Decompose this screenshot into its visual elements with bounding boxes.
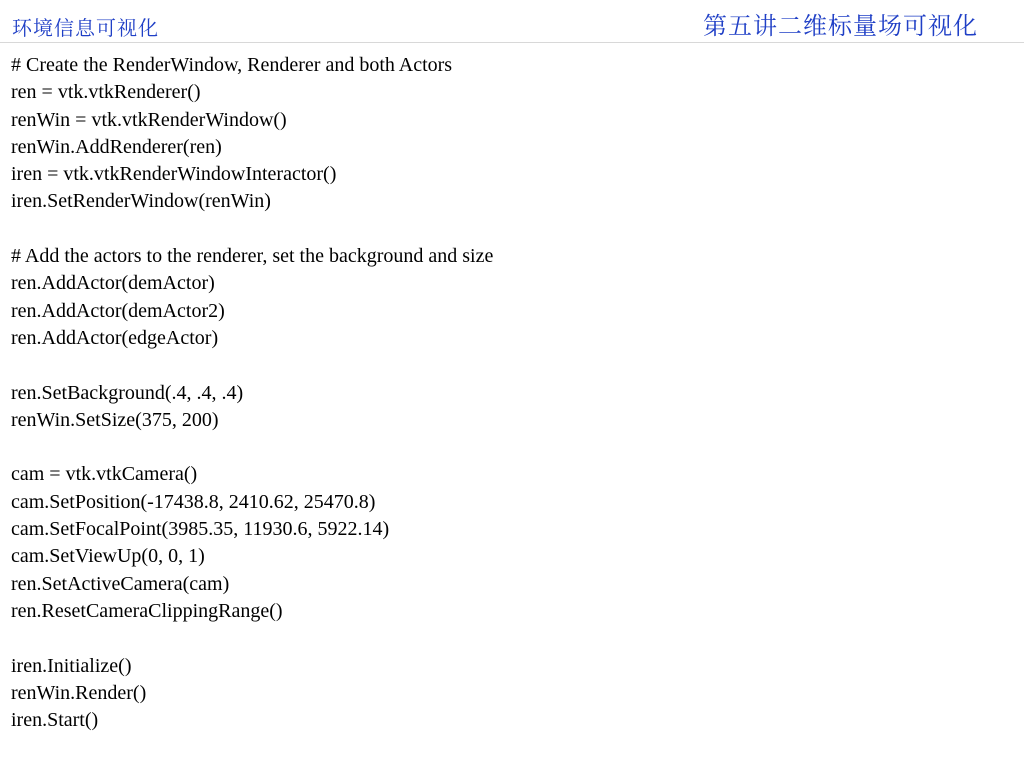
lecture-title: 第五讲二维标量场可视化 [703, 12, 978, 40]
code-line: renWin.Render() [11, 681, 147, 704]
code-line: iren = vtk.vtkRenderWindowInteractor() [11, 163, 337, 186]
code-line: renWin.SetSize(375, 200) [11, 408, 219, 431]
code-line: cam.SetViewUp(0, 0, 1) [11, 545, 205, 568]
code-line: renWin.AddRenderer(ren) [11, 135, 222, 158]
blank-line [11, 434, 493, 461]
code-line: # Add the actors to the renderer, set the background and size [11, 245, 494, 268]
code-line: ren.AddActor(demActor2) [11, 299, 225, 322]
code-line: iren.Initialize() [11, 654, 132, 677]
code-line: ren.AddActor(edgeActor) [11, 326, 219, 349]
code-listing [11, 52, 493, 734]
code-line: ren.AddActor(demActor) [11, 272, 215, 295]
header-divider [0, 42, 1024, 43]
code-line: ren.SetBackground(.4, .4, .4) [11, 381, 244, 404]
code-line: ren.SetActiveCamera(cam) [11, 572, 230, 595]
code-line: ren = vtk.vtkRenderer() [11, 81, 201, 104]
code-line: ren.ResetCameraClippingRange() [11, 599, 283, 622]
code-line: cam = vtk.vtkCamera() [11, 463, 198, 486]
blank-line [11, 352, 493, 379]
course-title: 环境信息可视化 [12, 16, 159, 40]
blank-line [11, 216, 493, 243]
code-line: iren.SetRenderWindow(renWin) [11, 190, 271, 213]
blank-line [11, 625, 493, 652]
code-line: iren.Start() [11, 709, 99, 732]
code-line: renWin = vtk.vtkRenderWindow() [11, 108, 287, 131]
code-line: cam.SetPosition(-17438.8, 2410.62, 25470.8) [11, 490, 376, 513]
code-line: cam.SetFocalPoint(3985.35, 11930.6, 5922.14) [11, 518, 390, 541]
code-line: # Create the RenderWindow, Renderer and both Actors [11, 54, 453, 76]
